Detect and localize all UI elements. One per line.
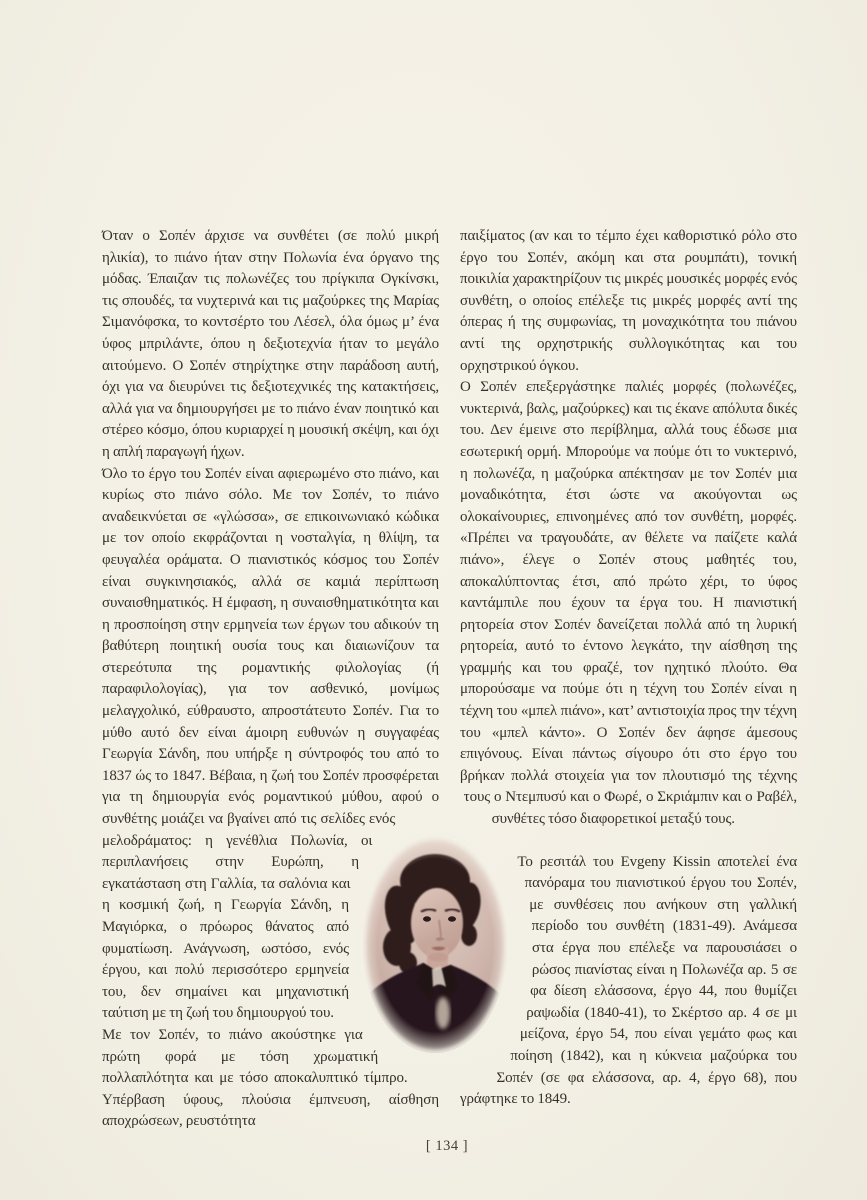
right-column [460, 226, 797, 1111]
chopin-portrait-image [361, 835, 509, 1055]
paragraph: Ο Σοπέν επεξεργάστηκε παλιές μορφές (πολωνέζες, νυκτερινά, βαλς, μαζούρκες) και τις έκανε απόλυτα δικές του. Δεν έμεινε στο περίβλημα, αλλά τους έδωσε μια εσωτερική ορμή. Μπορούμε να πούμε ότι το νυκτερινό, η πολωνέζα, η μαζούρκα απέκτησαν με τον Σοπέν μια μοναδικότητα, έτσι ώστε να ακούγονται ως ολοκαίνουριες, επινοημένες από τον συνθέτη, μορφές. «Πρέπει να τραγουδάτε, αν θέλετε να παίζετε καλά πιάνο», έλεγε ο Σοπέν στους μαθητές του, αποκαλύπτοντας έτσι, από πρώτο χέρι, το ύφος καντάμπιλε που έχουν τα έργα του. Η πιανιστική ρητορεία στον Σοπέν δανείζεται πολλά από τη λυρική ρητορεία, αυτό το έντονο λεγκάτο, την αίσθηση της γραμμής και του φραζέ, τον ηχητικό πλούτο. Θα μπορούσαμε να πούμε ότι η τέχνη του Σοπέν είναι η τέχνη του «μπελ πιάνο», κατ’ αντιστοιχία προς την τέχνη του «μπελ κάντο». Ο Σοπέν δεν άφησε άμεσους επιγόνους. Είναι πάντως σίγουρο ότι στο έργο του βρήκαν πολλά στοιχεία για τον πλουτισμό της τέχνης τους ο Ντεμπυσύ και ο Φωρέ, ο Σκριάμπιν και ο Ραβέλ, συνθέτες τόσο διαφορετικοί μεταξύ τους. [460, 379, 797, 828]
chopin-portrait [361, 835, 509, 1055]
paragraph: Όλο το έργο του Σοπέν είναι αφιερωμένο στο πιάνο, και κυρίως στο πιάνο σόλο. Με τον Σοπέν, το πιάνο αναδεικνύεται σε «γλώσσα», σε επικοινωνιακό κώδικα με τον οποίο εκφράζονται η νοσταλγία, η θλίψη, τα φευγαλέα οράματα. Ο πιανιστικός κόσμος του Σοπέν είναι συγκινησιακός, αλλά σε καμιά περίπτωση συναισθηματικός. Η έμφαση, η συναισθηματικότητα και η προσποίηση στην ερμηνεία των έργων του αδικούν τη βαθύτερη ποιητική ουσία τους και διαιωνίζουν τα στερεότυπα της ρομαντικής φιλολογίας (ή παραφιλολογίας), για τον ασθενικό, μονίμως μελαγχολικό, εύθραυστο, απροστάτευτο Σοπέν. Για το μύθο αυτό δεν είναι άμοιρη ευθυνών η συγγαφέας Γεωργία Σάνδη, που υπήρξε η σύντροφός του από το 1837 ώς το 1847. Βέβαια, η ζωή του Σοπέν προσφέρεται για τη δημιουργία ενός ρομαντικού μύθου, αφού ο συνθέτης μοιάζει να βγαίνει από τις σελίδες ενός μελοδράματος: η γενέθλια Πολωνία, οι περιπλανήσεις στην Ευρώπη, η εγκατάσταση στη Γαλλία, τα σαλόνια και η κοσμική ζωή, η Γεωργία Σάνδη, η Μαγιόρκα, ο πρόωρος θάνατος από φυματίωση. Ανάγνωση, ωστόσο, ενός έργου, και πολύ περισσότερο ερμηνεία του, δεν σημαίνει και μηχανιστική ταύτιση με τη ζωή του δημιουργού του. [102, 465, 439, 1022]
paragraph: παιξίματος (αν και το τέμπο έχει καθοριστικό ρόλο στο έργο του Σοπέν, ακόμη και στα ρουμπάτι), τονική ποικιλία χαρακτηρίζουν τις μικρές μουσικές μορφές ενός συνθέτη, ο οποίος επέλεξε τις μικρές μορφές αντί της όπερας ή της συμφωνίας, τη μοναχικότητα του πιάνου αντί της ορχηστρικής συλλογικότητας και του ορχηστρικού όγκου. [460, 228, 797, 374]
paragraph: Με τον Σοπέν, το πιάνο ακούστηκε για πρώτη φορά με τόση χρωματική πολλαπλότητα και με τόσο αποκαλυπτικό τίμπρο. Υπέρβαση ύφους, πλούσια έμπνευση, αίσθηση αποχρώσεων, ρευστότητα [102, 1026, 439, 1130]
paragraph: Το ρεσιτάλ του Evgeny Kissin αποτελεί ένα πανόραμα του πιανιστικού έργου του Σοπέν, με συνθέσεις που ανήκουν στη γαλλική περίοδο του συνθέτη (1831-49). Ανάμεσα στα έργα που επέλεξε να παρουσιάσει ο ρώσος πιανίστας είναι η Πολωνέζα αρ. 5 σε φα δίεση ελάσσονα, έργο 44, που θυμίζει ραψωδία (1840-41), το Σκέρτσο αρ. 4 σε μι μείζονα, έργο 54, που είναι γεμάτο φως και ποίηση (1842), και η κύκνεια μαζούρκα του Σοπέν (σε φα ελάσσονα, αρ. 4, έργο 68), που γράφτηκε το 1849. [460, 853, 797, 1108]
page-number: [ 134 ] [425, 1138, 469, 1154]
paragraph: Όταν ο Σοπέν άρχισε να συνθέτει (σε πολύ μικρή ηλικία), το πιάνο ήταν στην Πολωνία ένα όργανο της μόδας. Έπαιζαν τις πολωνέζες του πρίγκιπα Ογκίνσκι, τις σπουδές, τα νυχτερινά και τις μαζούρκες της Μαρίας Σιμανόφσκα, το κοντσέρτο του Λέσελ, όλα όμως μ’ ένα ύφος μπριλάντε, όπου η δεξιοτεχνία ήταν το μεγάλο αιτούμενο. Ο Σοπέν στηρίχτηκε στην παράδοση αυτή, όχι για να διευρύνει τις δεξιοτεχνικές της κατακτήσεις, αλλά για να δημιουργήσει με το πιάνο έναν ποιητικό και στέρεο κόσμο, όπου κυριαρχεί η μουσική σκέψη, και όχι η απλή παραγωγή ήχων. [102, 228, 439, 460]
